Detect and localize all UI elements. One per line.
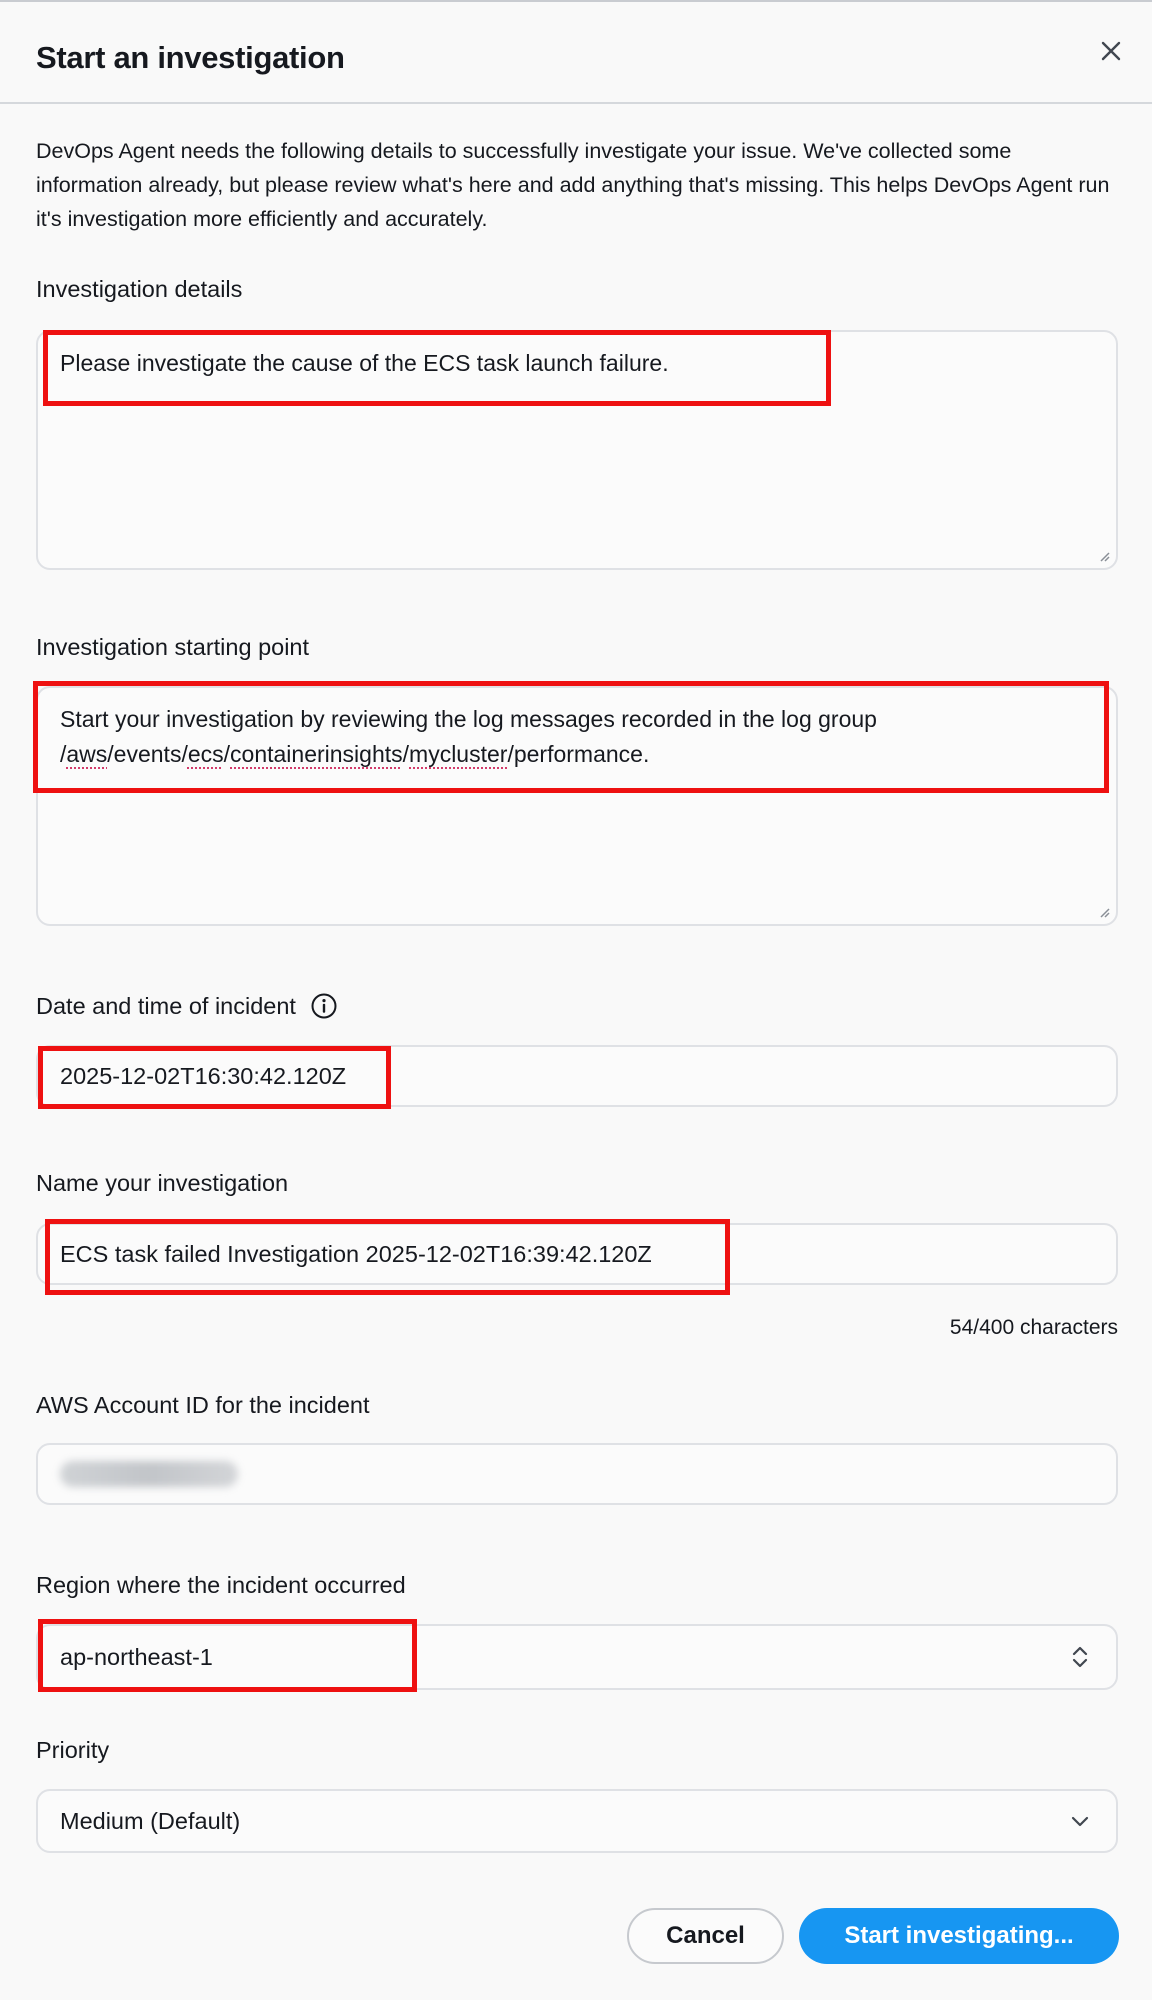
investigation-name-input[interactable]: [36, 1223, 1118, 1285]
close-icon: [1100, 40, 1122, 62]
investigation-details-label: Investigation details: [36, 276, 243, 302]
dialog-intro-text: DevOps Agent needs the following details to successfully investigate your issue. We've collected some information already, but please review what's here and add anything that's missing. This helps DevOps Agent run it's investigation more efficiently and accurately.: [36, 139, 1110, 231]
chevron-down-icon: [1070, 1811, 1090, 1831]
region-value: ap-northeast-1: [60, 1643, 213, 1670]
starting-point-log-group-path: /aws/events/ecs/containerinsights/mycluster/performance.: [60, 741, 650, 767]
close-button[interactable]: [1096, 36, 1126, 66]
start-investigating-button[interactable]: Start investigating...: [799, 1908, 1119, 1964]
region-label: Region where the incident occurred: [36, 1572, 406, 1598]
dialog-header: [0, 0, 1152, 104]
investigation-name-value: ECS task failed Investigation 2025-12-02T16:39:42.120Z: [60, 1240, 652, 1267]
resize-grip-icon[interactable]: [1096, 548, 1110, 562]
resize-grip-icon[interactable]: [1096, 904, 1110, 918]
account-id-input[interactable]: [36, 1443, 1118, 1505]
region-select[interactable]: [36, 1624, 1118, 1690]
investigation-details-textarea[interactable]: [36, 330, 1118, 570]
incident-time-label: Date and time of incident: [36, 992, 338, 1020]
starting-point-line-1: Start your investigation by reviewing the log messages recorded in the log group: [60, 706, 877, 732]
starting-point-textarea[interactable]: [36, 686, 1118, 926]
priority-label: Priority: [36, 1737, 110, 1763]
starting-point-label: Investigation starting point: [36, 634, 310, 660]
incident-time-input[interactable]: [36, 1045, 1118, 1107]
dialog-title: Start an investigation: [36, 40, 345, 75]
account-id-redacted-value: [60, 1461, 238, 1487]
incident-time-value: 2025-12-02T16:30:42.120Z: [60, 1062, 347, 1089]
investigation-details-value: Please investigate the cause of the ECS task launch failure.: [60, 350, 669, 376]
priority-value: Medium (Default): [60, 1807, 241, 1834]
investigation-name-label: Name your investigation: [36, 1170, 289, 1196]
character-counter: 54/400 characters: [949, 1316, 1118, 1339]
sort-arrows-icon: [1070, 1643, 1090, 1671]
account-id-label: AWS Account ID for the incident: [36, 1392, 370, 1418]
cancel-button[interactable]: Cancel: [627, 1908, 784, 1964]
info-icon[interactable]: [310, 992, 338, 1020]
priority-select[interactable]: [36, 1789, 1118, 1853]
